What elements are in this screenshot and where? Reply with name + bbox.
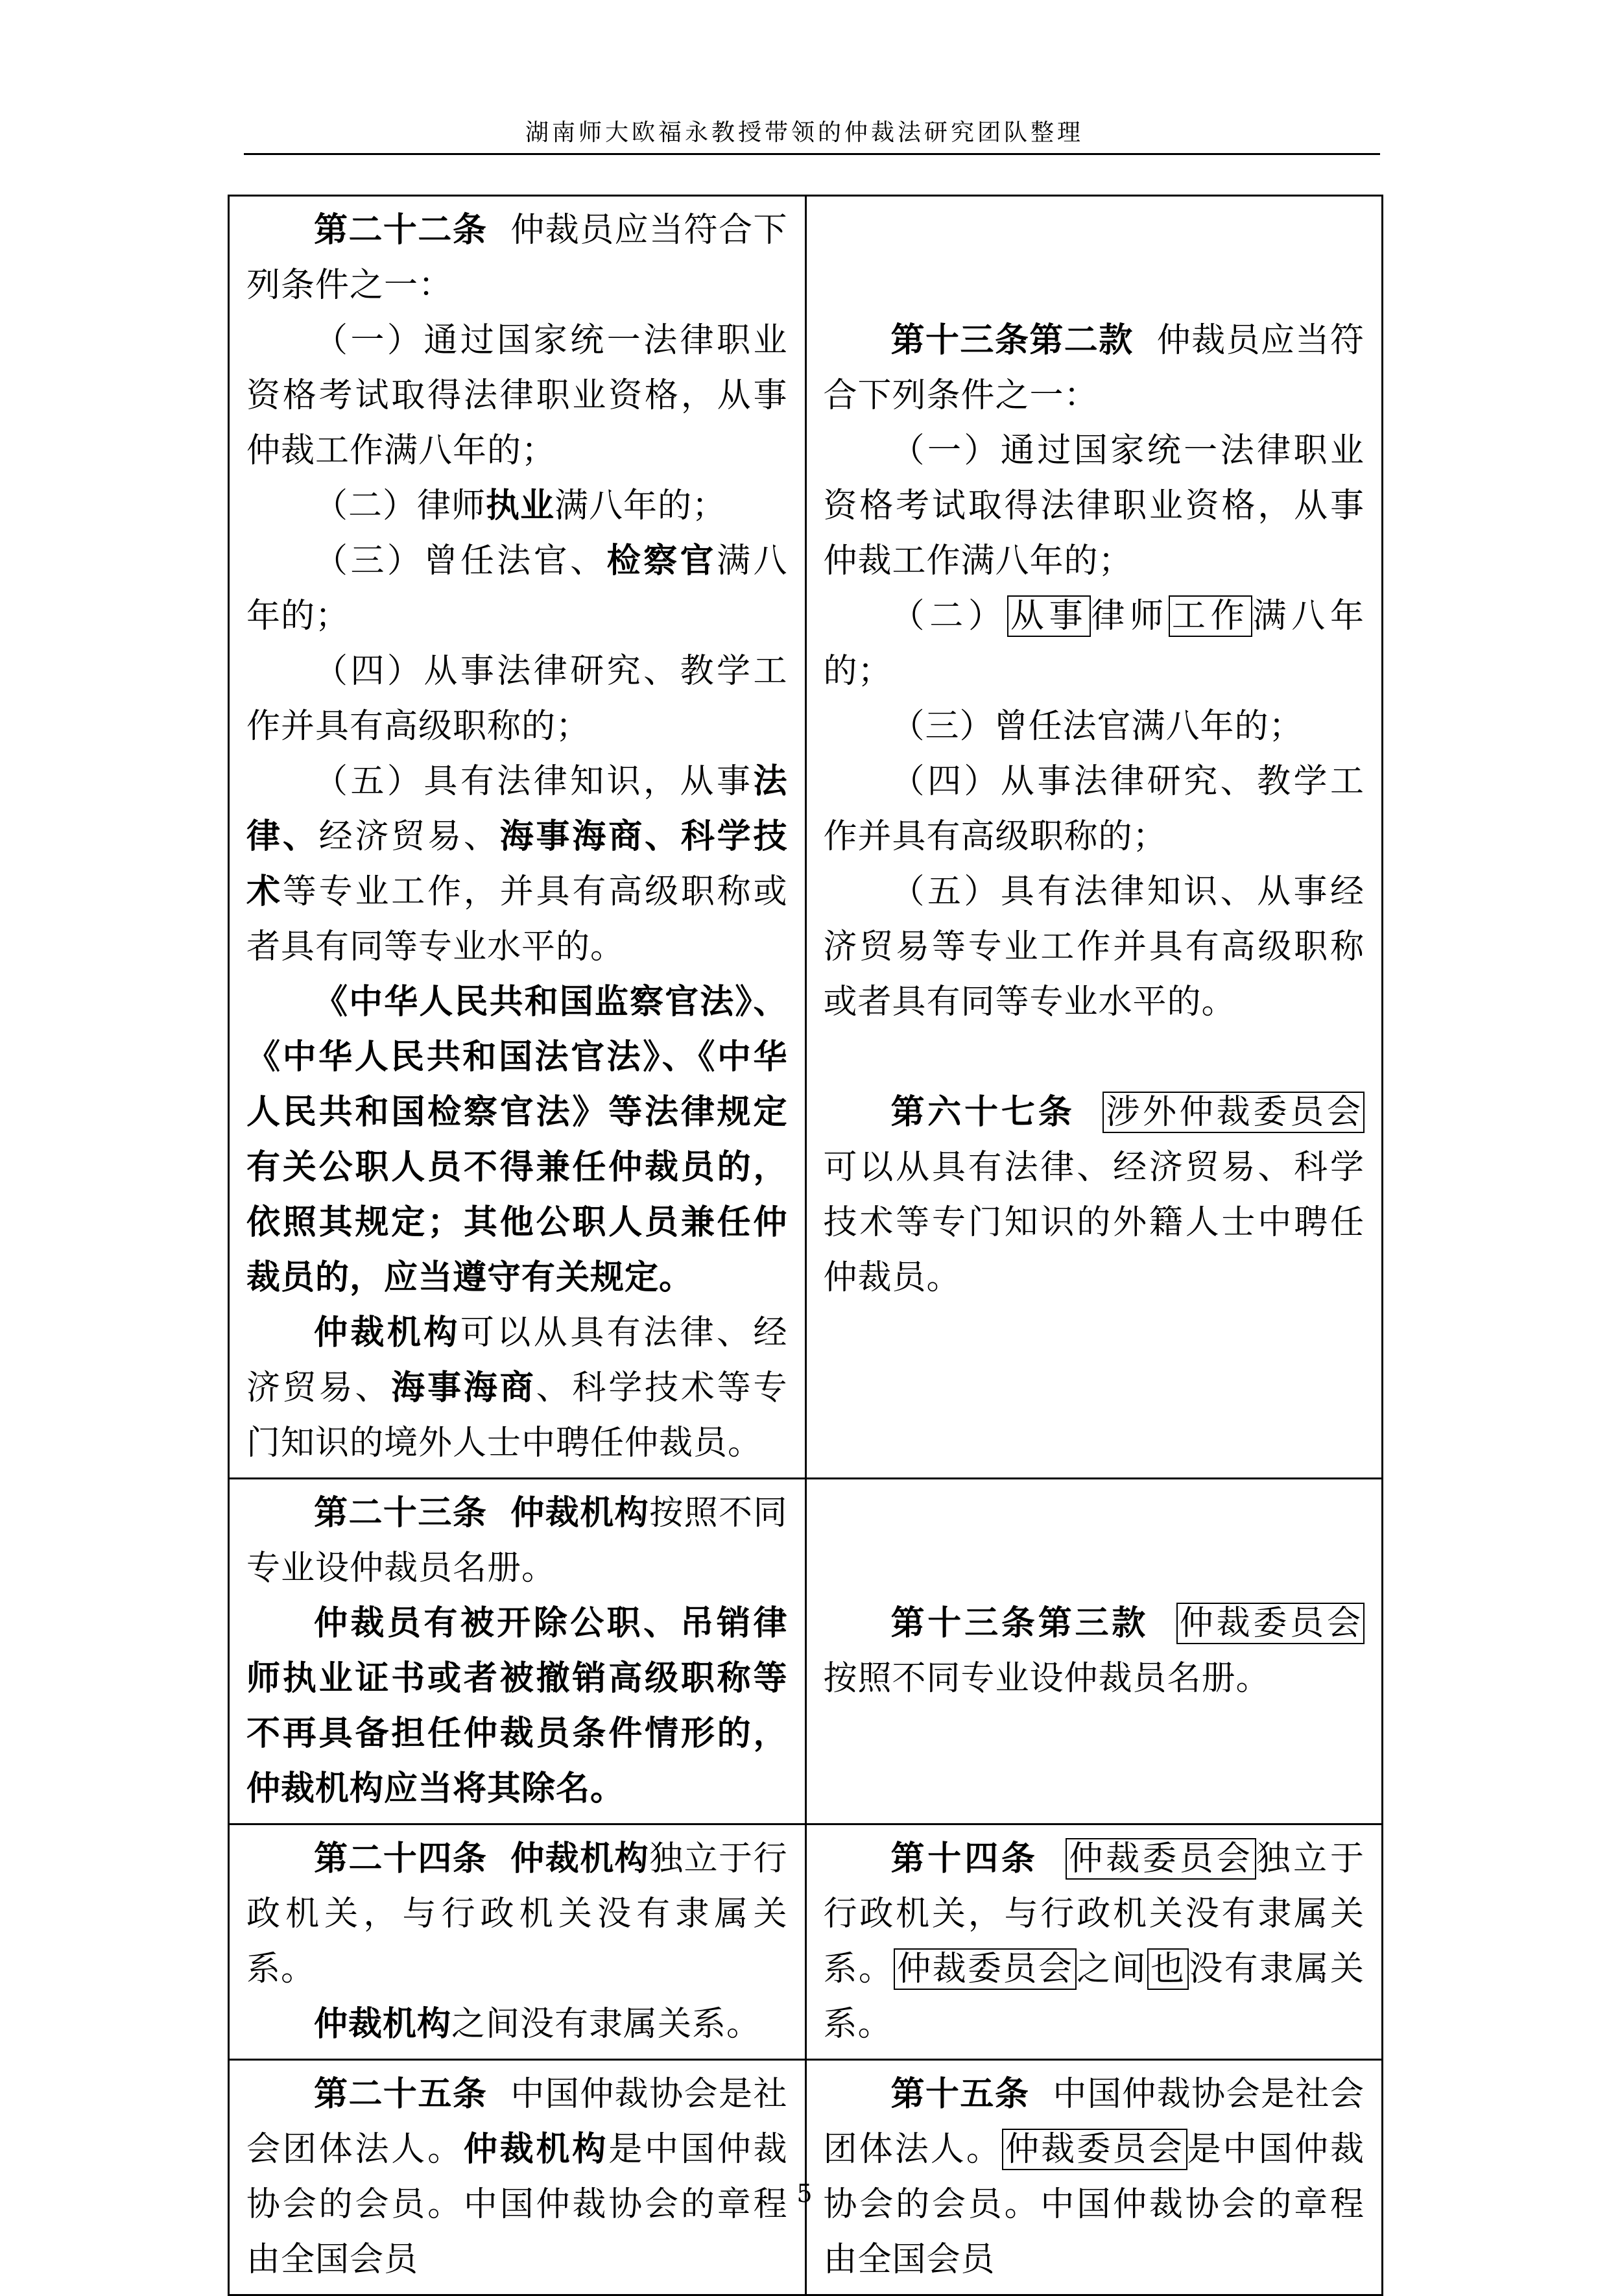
boxed-text: 仲裁委员会 — [1002, 2129, 1187, 2170]
boxed-text: 工作 — [1169, 595, 1253, 637]
clause-paragraph: （三）曾任法官满八年的； — [890, 707, 1304, 746]
article-title: 第二十五条 — [314, 2075, 488, 2114]
article-paragraph: 第十三条第二款 仲裁员应当符合下列条件之一： — [823, 321, 1365, 415]
article-title: 第六十七条 — [890, 1093, 1075, 1132]
boxed-text: 仲裁委员会 — [1066, 1838, 1256, 1880]
clause-paragraph: 仲裁机构可以从具有法律、经济贸易、海事海商、科学技术等专门知识的境外人士中聘任仲裁员。 — [246, 1313, 788, 1463]
clause-paragraph: （二）律师执业满八年的； — [314, 486, 727, 525]
page-number: 5 — [796, 2179, 813, 2208]
table-row — [229, 1824, 1383, 2060]
clause-paragraph: （三）曾任法官、检察官满八年的； — [246, 542, 788, 636]
article-paragraph: 第六十七条 涉外仲裁委员会可以从具有法律、经济贸易、科学技术等专门知识的外籍人士中聘任仲裁员。 — [823, 1093, 1365, 1297]
article-paragraph: 第二十四条 仲裁机构独立于行政机关，与行政机关没有隶属关系。 — [246, 1839, 788, 1989]
table-row — [229, 196, 1383, 1479]
comparison-table — [228, 195, 1383, 2296]
article-paragraph: 第十四条 仲裁委员会独立于行政机关，与行政机关没有隶属关系。仲裁委员会之间也没有隶属关系。 — [823, 1839, 1365, 2044]
boxed-text: 涉外仲裁委员会 — [1102, 1092, 1365, 1133]
article-title: 第二十四条 — [314, 1839, 488, 1878]
right-cell — [805, 196, 1383, 1479]
article-title: 第二十三条 — [314, 1494, 488, 1533]
table-row — [229, 1479, 1383, 1824]
article-paragraph: 第二十二条 仲裁员应当符合下列条件之一： — [246, 211, 788, 305]
boxed-text: 仲裁委员会 — [894, 1948, 1077, 1990]
article-title: 第十五条 — [890, 2075, 1030, 2114]
left-cell — [229, 1824, 806, 2060]
clause-paragraph: （四）从事法律研究、教学工作并具有高级职称的； — [823, 762, 1365, 856]
running-header: 湖南师大欧福永教授带领的仲裁法研究团队整理 — [525, 119, 1084, 146]
article-paragraph: 第十三条第三款 仲裁委员会按照不同专业设仲裁员名册。 — [824, 1596, 1365, 1706]
article-paragraph: 第二十五条 中国仲裁协会是社会团体法人。仲裁机构是中国仲裁协会的会员。中国仲裁协会的章程由全国会员 — [246, 2075, 788, 2279]
clause-paragraph: （五）具有法律知识、从事经济贸易等专业工作并具有高级职称或者具有同等专业水平的。 — [823, 872, 1365, 1022]
bold-paragraph: 仲裁员有被开除公职、吊销律师执业证书或者被撤销高级职称等不再具备担任仲裁员条件情形的，仲裁机构应当将其除名。 — [246, 1604, 788, 1808]
clause-paragraph: （一）通过国家统一法律职业资格考试取得法律职业资格，从事仲裁工作满八年的； — [246, 321, 788, 470]
article-paragraph: 第十五条 中国仲裁协会是社会团体法人。仲裁委员会是中国仲裁协会的会员。中国仲裁协会的章程由全国会员 — [823, 2075, 1365, 2279]
left-cell — [229, 196, 806, 1479]
right-cell — [805, 1479, 1383, 1824]
left-cell — [229, 1479, 806, 1824]
boxed-text: 从事 — [1007, 595, 1091, 637]
bold-paragraph: 《中华人民共和国监察官法》、《中华人民共和国法官法》、《中华人民共和国检察官法》等法律规定有关公职人员不得兼任仲裁员的，依照其规定；其他公职人员兼任仲裁员的，应当遵守有关规定。 — [246, 983, 788, 1297]
table-row — [229, 2060, 1383, 2295]
article-title: 第十三条第三款 — [890, 1604, 1149, 1643]
clause-paragraph: （一）通过国家统一法律职业资格考试取得法律职业资格，从事仲裁工作满八年的； — [823, 431, 1365, 580]
article-paragraph: 第二十三条 仲裁机构按照不同专业设仲裁员名册。 — [246, 1494, 788, 1588]
clause-paragraph: 仲裁机构之间没有隶属关系。 — [314, 2005, 761, 2044]
article-title: 第十三条第二款 — [890, 321, 1134, 360]
article-title: 第十四条 — [890, 1839, 1038, 1878]
clause-paragraph: （四）从事法律研究、教学工作并具有高级职称的； — [246, 652, 788, 746]
boxed-text: 仲裁委员会 — [1176, 1603, 1365, 1644]
left-cell — [229, 2060, 806, 2295]
clause-paragraph: （五）具有法律知识，从事法律、经济贸易、海事海商、科学技术等专业工作，并具有高级职称或者具有同等专业水平的。 — [246, 762, 788, 966]
right-cell — [805, 1824, 1383, 2060]
header-rule — [244, 153, 1380, 155]
right-cell — [805, 2060, 1383, 2295]
clause-paragraph: （二）从事律师工作满八年的； — [823, 597, 1365, 691]
boxed-text: 也 — [1147, 1948, 1189, 1990]
article-title: 第二十二条 — [314, 211, 488, 250]
